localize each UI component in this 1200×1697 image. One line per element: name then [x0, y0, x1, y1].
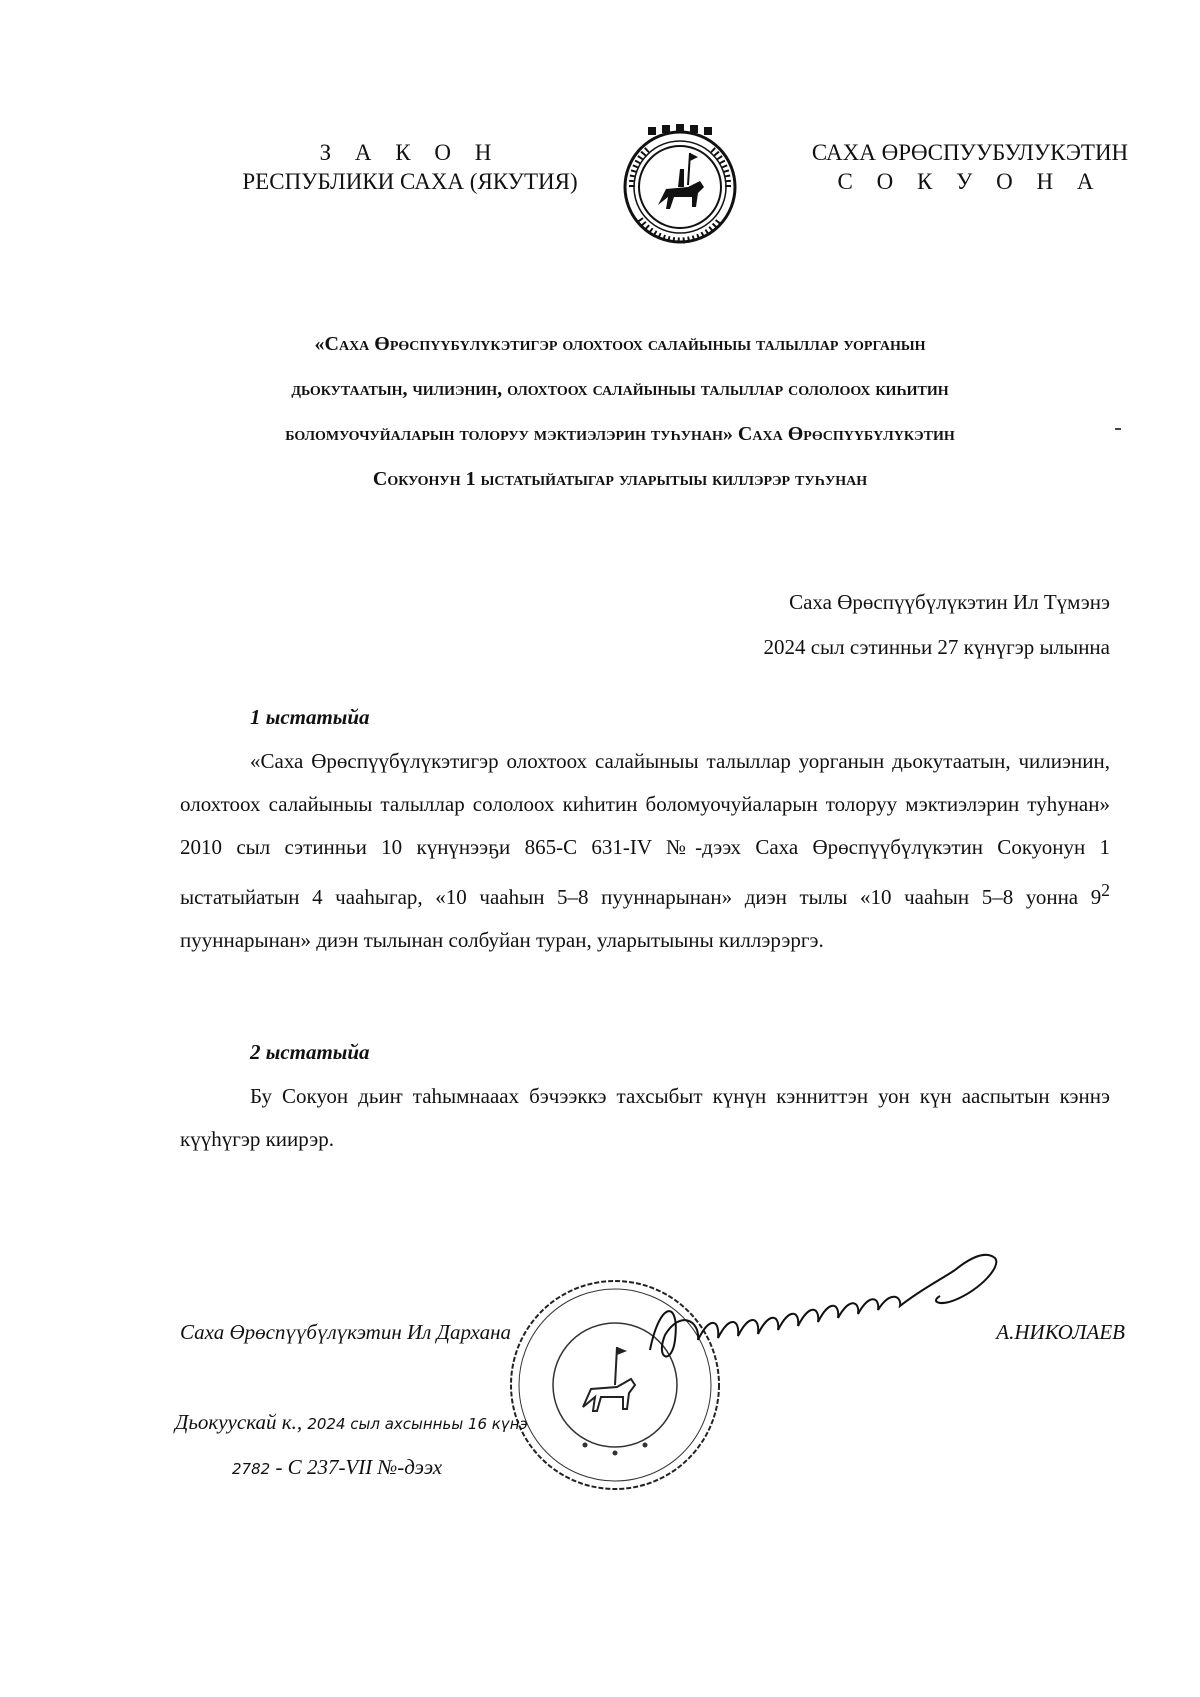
- header-yakut: [780, 138, 1160, 196]
- article1-text: [180, 740, 1110, 962]
- law-title-line1: «Саха Өрөспүүбүлүкэтигэр олохтоох салайыныы талыллар уорганын: [314, 333, 926, 355]
- adoption-date: 2024 сыл сэтинньи 27 күнүгэр ылынна: [763, 635, 1110, 659]
- adoption-body: Саха Өрөспүүбүлүкэтин Ил Түмэнэ: [789, 590, 1110, 614]
- coat-of-arms-emblem: [618, 123, 742, 247]
- law-number-suffix: - С 237-VII №-дээх: [275, 1455, 443, 1479]
- header-russian-line2: РЕСПУБЛИКИ САХА (ЯКУТИЯ): [242, 169, 578, 194]
- article2-heading: 2 ыстатыйа: [250, 1040, 370, 1064]
- article1-text-a: «Саха Өрөспүүбүлүкэтигэр олохтоох салайыныы талыллар уорганын дьокутаатын, чилиэнин, олохтоох салайыныы талыллар сололоох киһитин боломуочуйаларын толоруу мэктиэлэрин туһунан» 2010 сыл сэтинньи 10 күнүнээҕи 865-С 631-IV №-дээх Саха Өрөспүүбүлүкэтин Сокуонун 1 ыстатыйатын 4 чааһыгар, «10 чааһын 5–8 пууннарынан» диэн тылы «10 чааһын 5–8 уонна 9: [180, 749, 1110, 909]
- law-title: [190, 322, 1050, 502]
- law-title-line3: боломуочуйаларын толоруу мэктиэлэрин туһунан» Саха Өрөспүүбүлүкэтин: [285, 423, 955, 445]
- header-yakut-line1: САХА ӨРӨСПУУБУЛУКЭТИН: [811, 140, 1129, 165]
- handwritten-number: 2782: [232, 1460, 271, 1478]
- article1-superscript: 2: [1101, 880, 1110, 900]
- article2-paragraph: Бу Сокуон дьиҥ таһымнааах бэчээккэ тахсыбыт күнүн кэнниттэн уон күн ааспытын кэннэ күүһүгэр киирэр.: [180, 1084, 1110, 1151]
- law-number: [232, 1455, 442, 1480]
- place-and-date: [175, 1410, 528, 1435]
- law-title-line4: Сокуонун 1 ыстатыйатыгар уларытыы киллэрэр туһунан: [372, 468, 868, 490]
- adoption-note: [763, 580, 1110, 670]
- law-title-line2: дьокутаатын, чилиэнин, олохтоох салайыныы талыллар сололоох киһитин: [291, 378, 949, 400]
- article1-text-b: пууннарынан» диэн тылынан солбуйан туран, уларытыыны киллэрэргэ.: [180, 928, 824, 952]
- article1-heading: 1 ыстатыйа: [250, 705, 370, 729]
- header-yakut-line2: С О К У О Н А: [837, 169, 1103, 194]
- handwritten-signature: [640, 1240, 1020, 1380]
- place-prefix: Дьокуускай к.,: [175, 1410, 303, 1434]
- signatory-name: А.НИКОЛАЕВ: [996, 1320, 1125, 1344]
- article2-text: [180, 1075, 1110, 1161]
- header-russian-line1: З А К О Н: [319, 140, 501, 165]
- signatory-title: Саха Өрөспүүбүлүкэтин Ил Дархана: [180, 1320, 511, 1344]
- scan-speck: [1115, 428, 1121, 430]
- handwritten-date: 2024 сыл ахсынньы 16 күнэ: [307, 1415, 528, 1433]
- header-russian: [225, 138, 595, 196]
